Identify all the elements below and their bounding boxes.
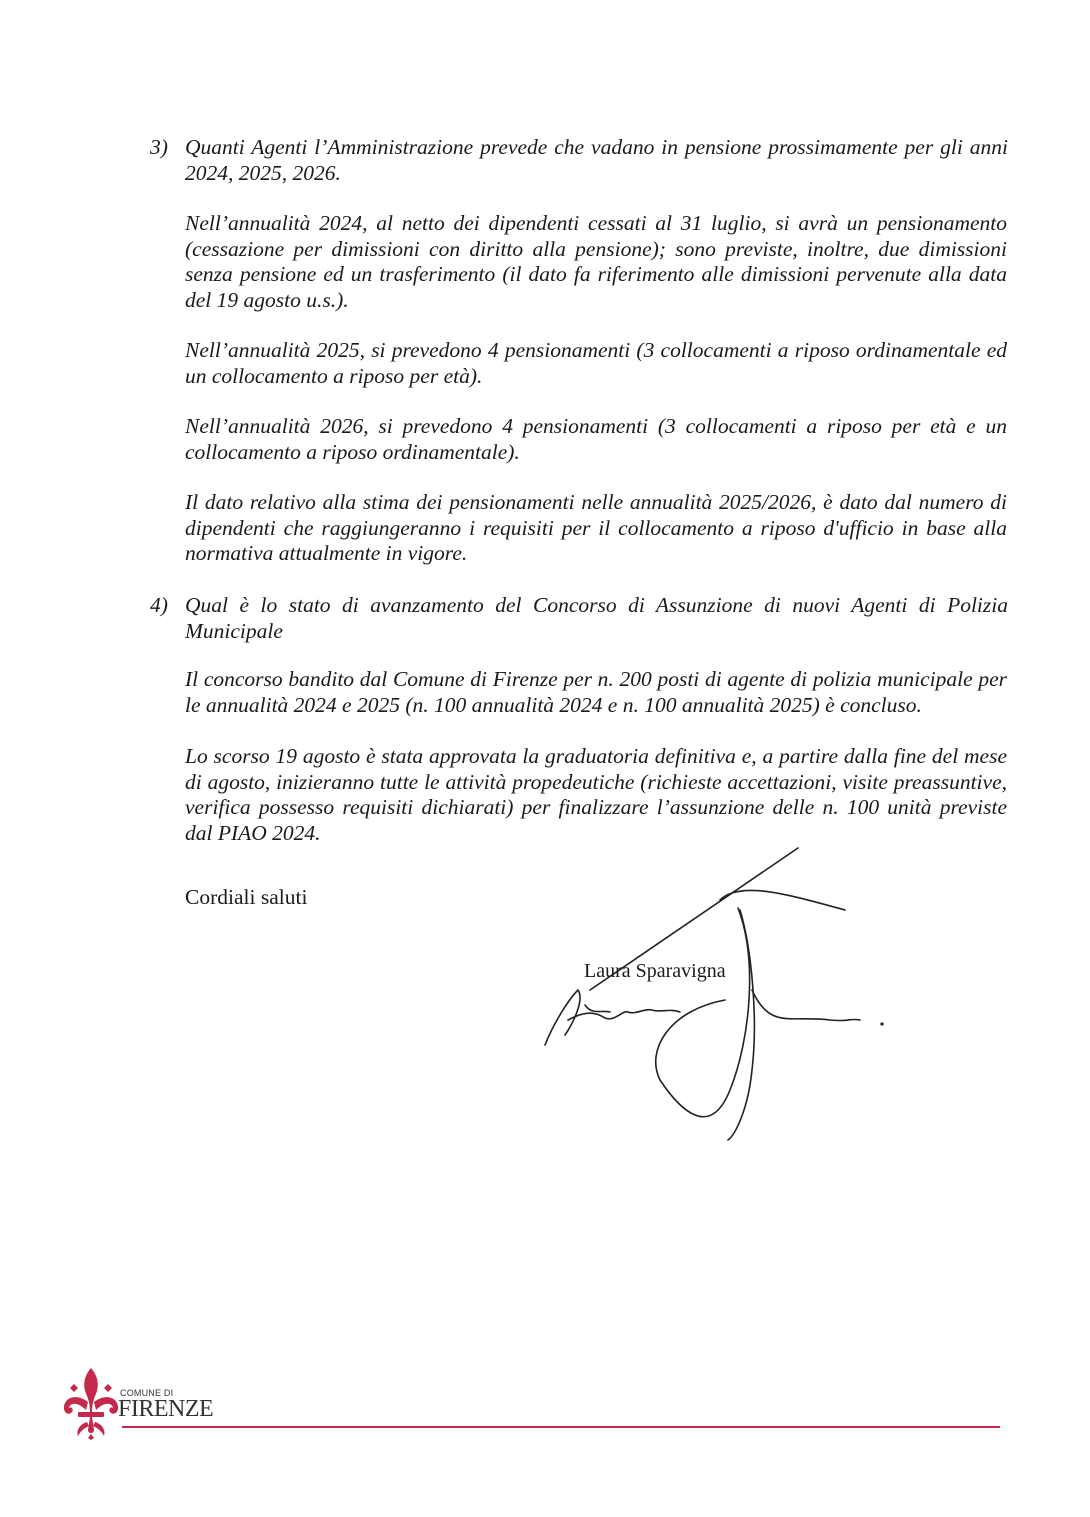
paragraph: Il dato relativo alla stima dei pensionamenti nelle annualità 2025/2026, è dato dal numero di dipendenti che raggiungeranno i requisiti per il collocamento a riposo d'ufficio in base alla normativa attualmente in vigore.	[185, 490, 1007, 566]
handwritten-signature-icon	[530, 840, 910, 1150]
footer-divider	[122, 1426, 1000, 1428]
closing-salutation: Cordiali saluti	[185, 885, 308, 909]
paragraph: Lo scorso 19 agosto è stata approvata la graduatoria definitiva e, a partire dalla fine del mese di agosto, inizieranno tutte le attività propedeutiche (richieste accettazioni, visite preassuntive, verifica possesso requisiti dichiarati) per finalizzare l’assunzione delle n. 100 unità previste dal PIAO 2024.	[185, 744, 1007, 845]
question-3-heading	[150, 134, 1008, 186]
question-4-heading	[150, 592, 1008, 644]
paragraph: Nell’annualità 2025, si prevedono 4 pensionamenti (3 collocamenti a riposo ordinamentale ed un collocamento a riposo per età).	[185, 338, 1007, 388]
florence-lily-icon	[60, 1366, 122, 1440]
paragraph: Il concorso bandito dal Comune di Firenze per n. 200 posti di agente di polizia municipale per le annualità 2024 e 2025 (n. 100 annualità 2024 e n. 100 annualità 2025) è concluso.	[185, 667, 1007, 717]
question-number: 4)	[150, 593, 168, 617]
paragraph: Nell’annualità 2024, al netto dei dipendenti cessati al 31 luglio, si avrà un pensionamento (cessazione per dimissioni con diritto alla pensione); sono previste, inoltre, due dimissioni senza pensione ed un trasferimento (il dato fa riferimento alle dimissioni pervenute alla data del 19 agosto u.s.).	[185, 211, 1007, 312]
question-title: Quanti Agenti l’Amministrazione prevede che vadano in pensione prossimamente per gli anni 2024, 2025, 2026.	[185, 135, 1008, 185]
comune-firenze-logo	[60, 1366, 230, 1442]
logo-title: FIRENZE	[118, 1396, 214, 1422]
logo-subtitle: COMUNE DI	[120, 1388, 174, 1398]
signatory-name: Laura Sparavigna	[584, 960, 726, 982]
paragraph: Nell’annualità 2026, si prevedono 4 pensionamenti (3 collocamenti a riposo per età e un collocamento a riposo ordinamentale).	[185, 414, 1007, 464]
question-title: Qual è lo stato di avanzamento del Concorso di Assunzione di nuovi Agenti di Polizia Municipale	[185, 593, 1008, 643]
question-number: 3)	[150, 135, 168, 159]
